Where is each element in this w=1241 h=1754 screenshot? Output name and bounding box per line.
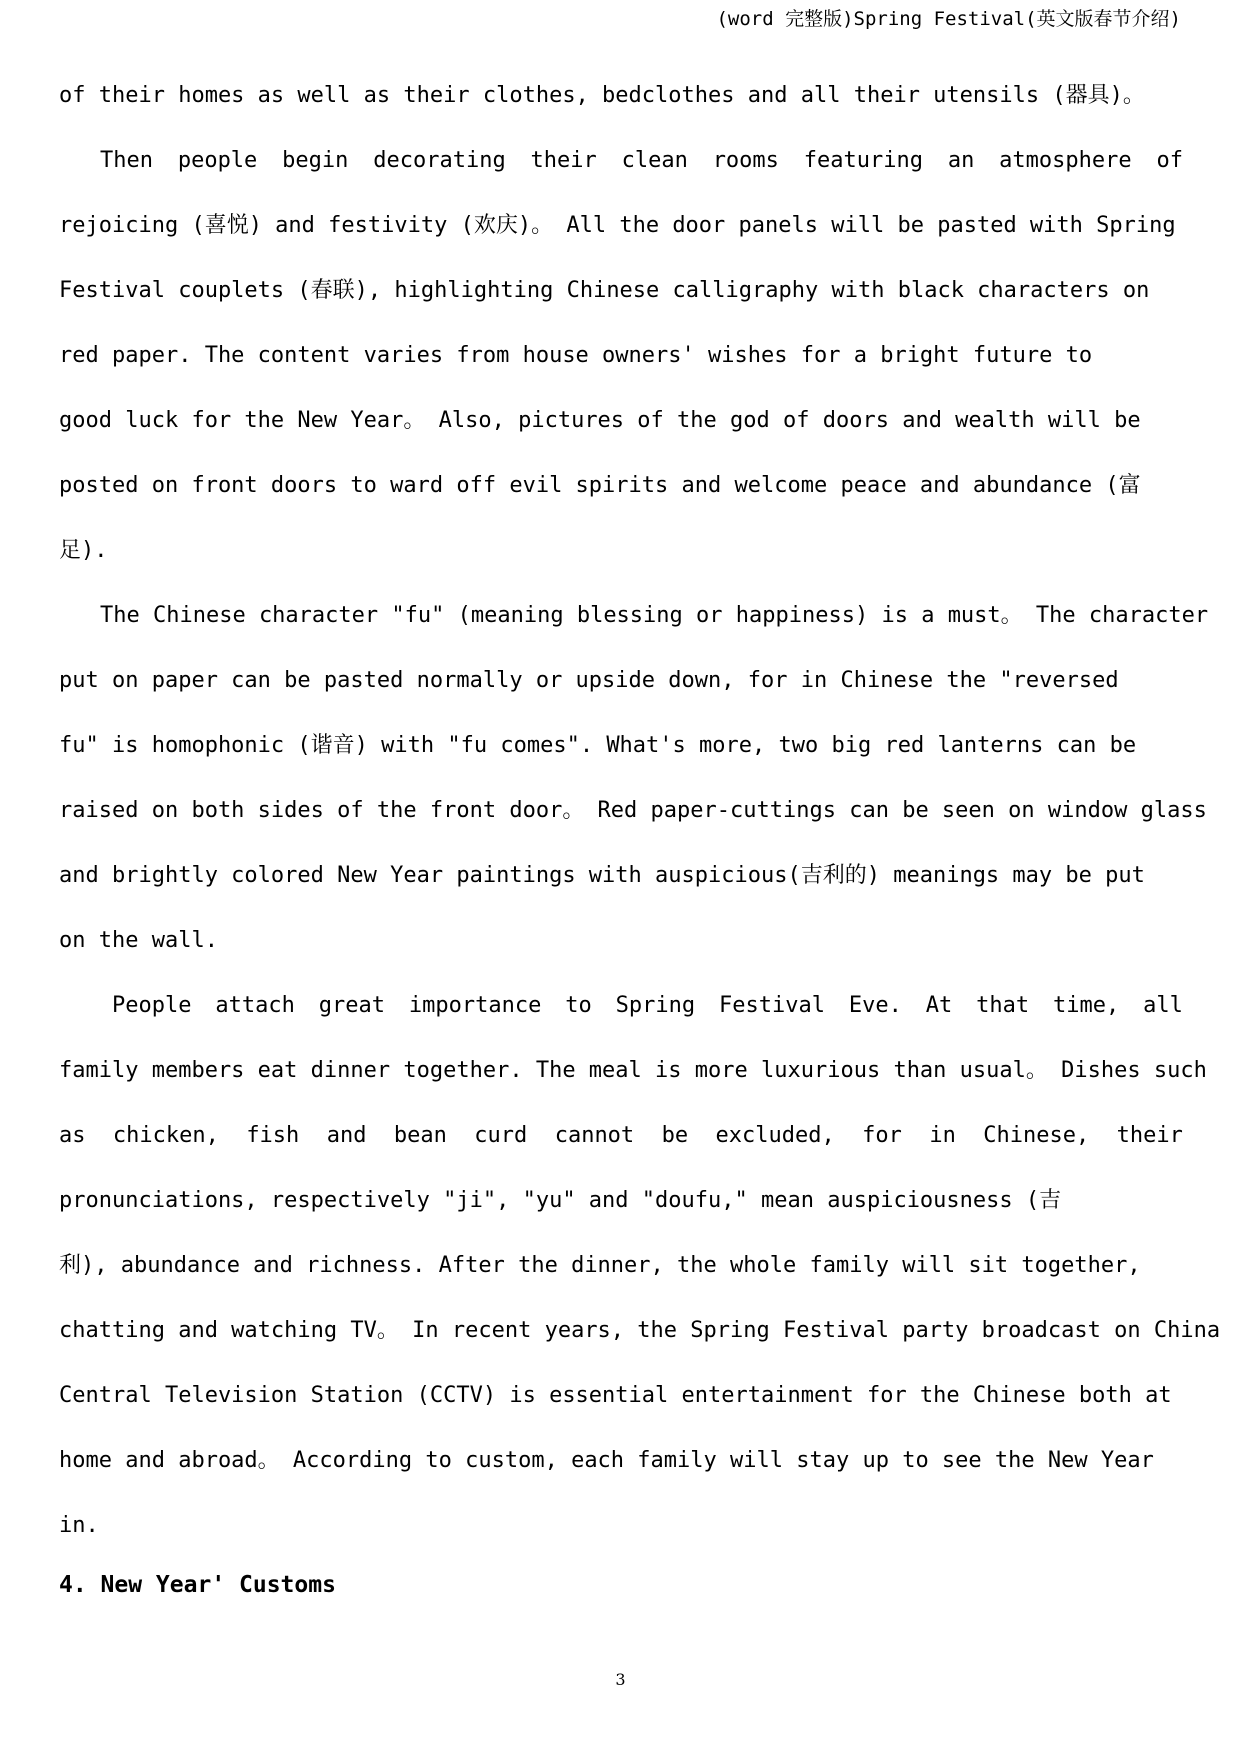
text-line (59, 128, 1183, 193)
text-line: rejoicing (喜悦) and festivity (欢庆)。 All the door panels will be pasted with Spring (59, 213, 1176, 238)
text-line: and brightly colored New Year paintings with auspicious(吉利的) meanings may be put (59, 863, 1145, 888)
word: their (530, 148, 597, 173)
text-line: Central Television Station (CCTV) is essential entertainment for the Chinese both at (59, 1383, 1172, 1408)
text-line: Festival couplets (春联), highlighting Chinese calligraphy with black characters on (59, 278, 1150, 303)
word: bean (393, 1123, 447, 1148)
word: curd (474, 1123, 528, 1148)
text-line (59, 973, 1183, 1038)
word: as (59, 1123, 86, 1148)
text-line: home and abroad。 According to custom, each family will stay up to see the New Year (59, 1448, 1154, 1473)
text-line: put on paper can be pasted normally or upside down, for in Chinese the "reversed (59, 668, 1119, 693)
text-line: 足). (59, 538, 108, 563)
text-line (59, 1103, 1183, 1168)
text-line: The Chinese character "fu" (meaning blessing or happiness) is a must。 The character (100, 603, 1209, 628)
word: decorating (373, 148, 506, 173)
word: all (1143, 993, 1183, 1018)
word: and (326, 1123, 367, 1148)
word: Chinese, (983, 1123, 1090, 1148)
text-line: in. (59, 1513, 99, 1538)
text-line: 利), abundance and richness. After the dinner, the whole family will sit together, (59, 1253, 1141, 1278)
text-line: fu" is homophonic (谐音) with "fu comes". What's more, two big red lanterns can be (59, 733, 1137, 758)
word: Festival (718, 993, 825, 1018)
word: featuring (803, 148, 923, 173)
word: an (947, 148, 975, 173)
word: time, (1052, 993, 1120, 1018)
word: At (925, 993, 953, 1018)
word: Spring (615, 993, 696, 1018)
text-line: of their homes as well as their clothes, bedclothes and all their utensils (器具)。 (59, 83, 1145, 108)
text-line: posted on front doors to ward off evil spirits and welcome peace and abundance (富 (59, 473, 1141, 498)
word: People (112, 993, 192, 1018)
word: to (565, 993, 592, 1018)
text-line: red paper. The content varies from house owners' wishes for a bright future to (59, 343, 1093, 368)
word: of (1156, 148, 1183, 173)
text-line: good luck for the New Year。 Also, pictures of the god of doors and wealth will be (59, 408, 1141, 433)
word: fish (246, 1123, 300, 1148)
text-line: pronunciations, respectively "ji", "yu" and "doufu," mean auspiciousness (吉 (59, 1188, 1062, 1213)
text-line: family members eat dinner together. The meal is more luxurious than usual。 Dishes such (59, 1058, 1207, 1083)
word: atmosphere (999, 148, 1132, 173)
word: that (976, 993, 1030, 1018)
word: rooms (712, 148, 779, 173)
section-heading: 4. New Year' Customs (59, 1572, 336, 1598)
word: begin (282, 148, 349, 173)
word: people (177, 148, 258, 173)
document-header: (word 完整版)Spring Festival(英文版春节介绍) (716, 8, 1181, 30)
word: Eve. (848, 993, 902, 1018)
word: excluded, (715, 1123, 835, 1148)
text-line: raised on both sides of the front door。 Red paper-cuttings can be seen on window glass (59, 798, 1207, 823)
word: chicken, (112, 1123, 219, 1148)
document-body (59, 63, 1241, 1558)
word: clean (621, 148, 688, 173)
word: Then (100, 148, 153, 173)
word: attach (215, 993, 295, 1018)
text-line: on the wall. (59, 928, 218, 953)
text-line: chatting and watching TV。 In recent years, the Spring Festival party broadcast on China (59, 1318, 1221, 1343)
word: cannot (554, 1123, 635, 1148)
word: great (318, 993, 385, 1018)
word: in (929, 1123, 956, 1148)
page-number: 3 (615, 1670, 626, 1689)
word: be (661, 1123, 689, 1148)
word: for (862, 1123, 902, 1148)
word: their (1116, 1123, 1183, 1148)
word: importance (408, 993, 542, 1018)
